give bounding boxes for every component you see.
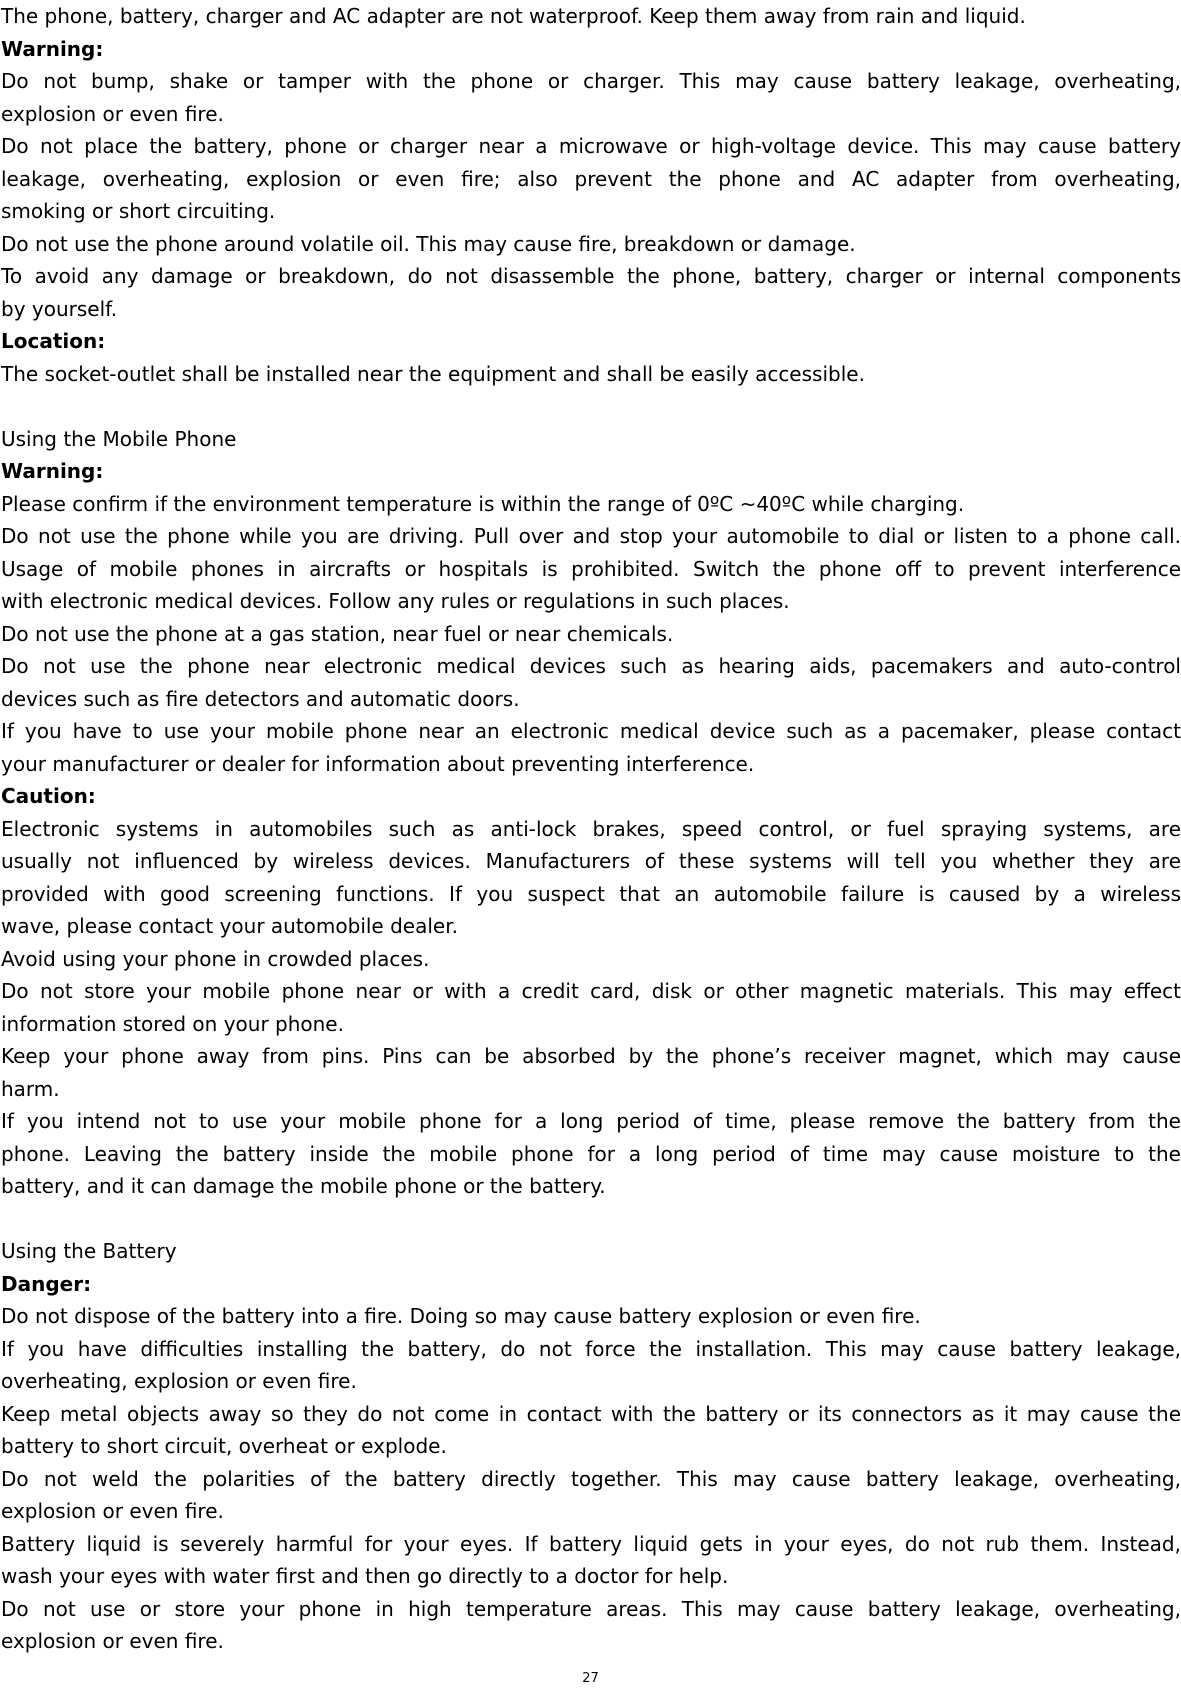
text-line: Electronic systems in automobiles such as anti-lock brakes, speed control, or fuel spraying systems, are	[1, 816, 1181, 841]
text-line: your manufacturer or dealer for information about preventing interference.	[1, 751, 755, 776]
text-line: Do not bump, shake or tamper with the phone or charger. This may cause battery leakage, overheating,	[1, 69, 1181, 93]
blank-line	[1, 390, 1181, 423]
text-line: Please confirm if the environment temperature is within the range of 0ºC ~40ºC while charging.	[1, 491, 965, 516]
section-heading: Warning:	[1, 36, 104, 61]
text-line: with electronic medical devices. Follow any rules or regulations in such places.	[1, 589, 790, 613]
text-line: leakage, overheating, explosion or even fire; also prevent the phone and AC adapter from overheating,	[1, 166, 1181, 191]
text-line: phone. Leaving the battery inside the mobile phone for a long period of time may cause moisture to the	[1, 1141, 1181, 1166]
text-line: explosion or even fire.	[1, 1629, 224, 1653]
text-line: To avoid any damage or breakdown, do not disassemble the phone, battery, charger or internal components	[1, 264, 1181, 288]
text-line: overheating, explosion or even fire.	[1, 1369, 357, 1393]
blank-line	[1, 1203, 1181, 1236]
text-line: Keep your phone away from pins. Pins can be absorbed by the phone’s receiver magnet, which may cause	[1, 1044, 1181, 1068]
section-heading: Caution:	[1, 784, 96, 808]
text-line: Do not use or store your phone in high temperature areas. This may cause battery leakage, overheating,	[1, 1596, 1181, 1621]
text-line: Do not dispose of the battery into a fire. Doing so may cause battery explosion or even fire.	[1, 1304, 921, 1328]
text-line: Keep metal objects away so they do not come in contact with the battery or its connectors as it may cause the	[1, 1401, 1181, 1426]
text-line: Do not store your mobile phone near or with a credit card, disk or other magnetic materials. This may effect	[1, 979, 1181, 1003]
text-line: by yourself.	[1, 296, 118, 321]
text-line: Do not use the phone around volatile oil. This may cause fire, breakdown or damage.	[1, 231, 856, 256]
text-line: usually not influenced by wireless devices. Manufacturers of these systems will tell you whether they are	[1, 849, 1181, 873]
text-line: wash your eyes with water first and then go directly to a doctor for help.	[1, 1564, 729, 1588]
document-page	[1, 0, 1181, 1658]
section-heading: Danger:	[1, 1271, 92, 1296]
text-line: If you have difficulties installing the battery, do not force the installation. This may cause battery leakage,	[1, 1336, 1181, 1361]
text-line: smoking or short circuiting.	[1, 199, 276, 223]
text-line: Using the Mobile Phone	[1, 426, 237, 451]
text-line: Usage of mobile phones in aircrafts or hospitals is prohibited. Switch the phone off to prevent interference	[1, 556, 1181, 581]
text-line: Do not weld the polarities of the battery directly together. This may cause battery leakage, overheating,	[1, 1466, 1181, 1491]
section-heading: Warning:	[1, 459, 104, 483]
text-line: battery to short circuit, overheat or explode.	[1, 1434, 447, 1458]
text-line: explosion or even fire.	[1, 1499, 224, 1523]
section-heading: Location:	[1, 329, 106, 353]
text-line: battery, and it can damage the mobile phone or the battery.	[1, 1174, 606, 1198]
text-line: Battery liquid is severely harmful for your eyes. If battery liquid gets in your eyes, do not rub them. Instead,	[1, 1531, 1181, 1556]
text-line: If you intend not to use your mobile phone for a long period of time, please remove the battery from the	[1, 1109, 1181, 1133]
text-line: harm.	[1, 1076, 60, 1101]
text-line: Do not use the phone while you are driving. Pull over and stop your automobile to dial or listen to a phone call.	[1, 524, 1181, 548]
text-line: explosion or even fire.	[1, 101, 224, 126]
text-line: wave, please contact your automobile dealer.	[1, 914, 458, 938]
text-line: The socket-outlet shall be installed near the equipment and shall be easily accessible.	[1, 361, 865, 386]
page-number: 27	[582, 1671, 599, 1686]
text-line: Avoid using your phone in crowded places.	[1, 946, 430, 971]
text-line: If you have to use your mobile phone near an electronic medical device such as a pacemaker, please contact	[1, 719, 1181, 743]
text-line: Do not use the phone at a gas station, near fuel or near chemicals.	[1, 621, 674, 646]
text-line: Do not place the battery, phone or charger near a microwave or high-voltage device. This may cause battery	[1, 134, 1181, 158]
document-body	[1, 0, 1181, 1658]
text-line: Using the Battery	[1, 1239, 177, 1263]
text-line: Do not use the phone near electronic medical devices such as hearing aids, pacemakers and auto-control	[1, 654, 1181, 678]
text-line: provided with good screening functions. If you suspect that an automobile failure is caused by a wireless	[1, 881, 1181, 906]
text-line: The phone, battery, charger and AC adapter are not waterproof. Keep them away from rain and liquid.	[1, 4, 1026, 28]
text-line: devices such as fire detectors and automatic doors.	[1, 686, 520, 711]
text-line: information stored on your phone.	[1, 1011, 344, 1036]
